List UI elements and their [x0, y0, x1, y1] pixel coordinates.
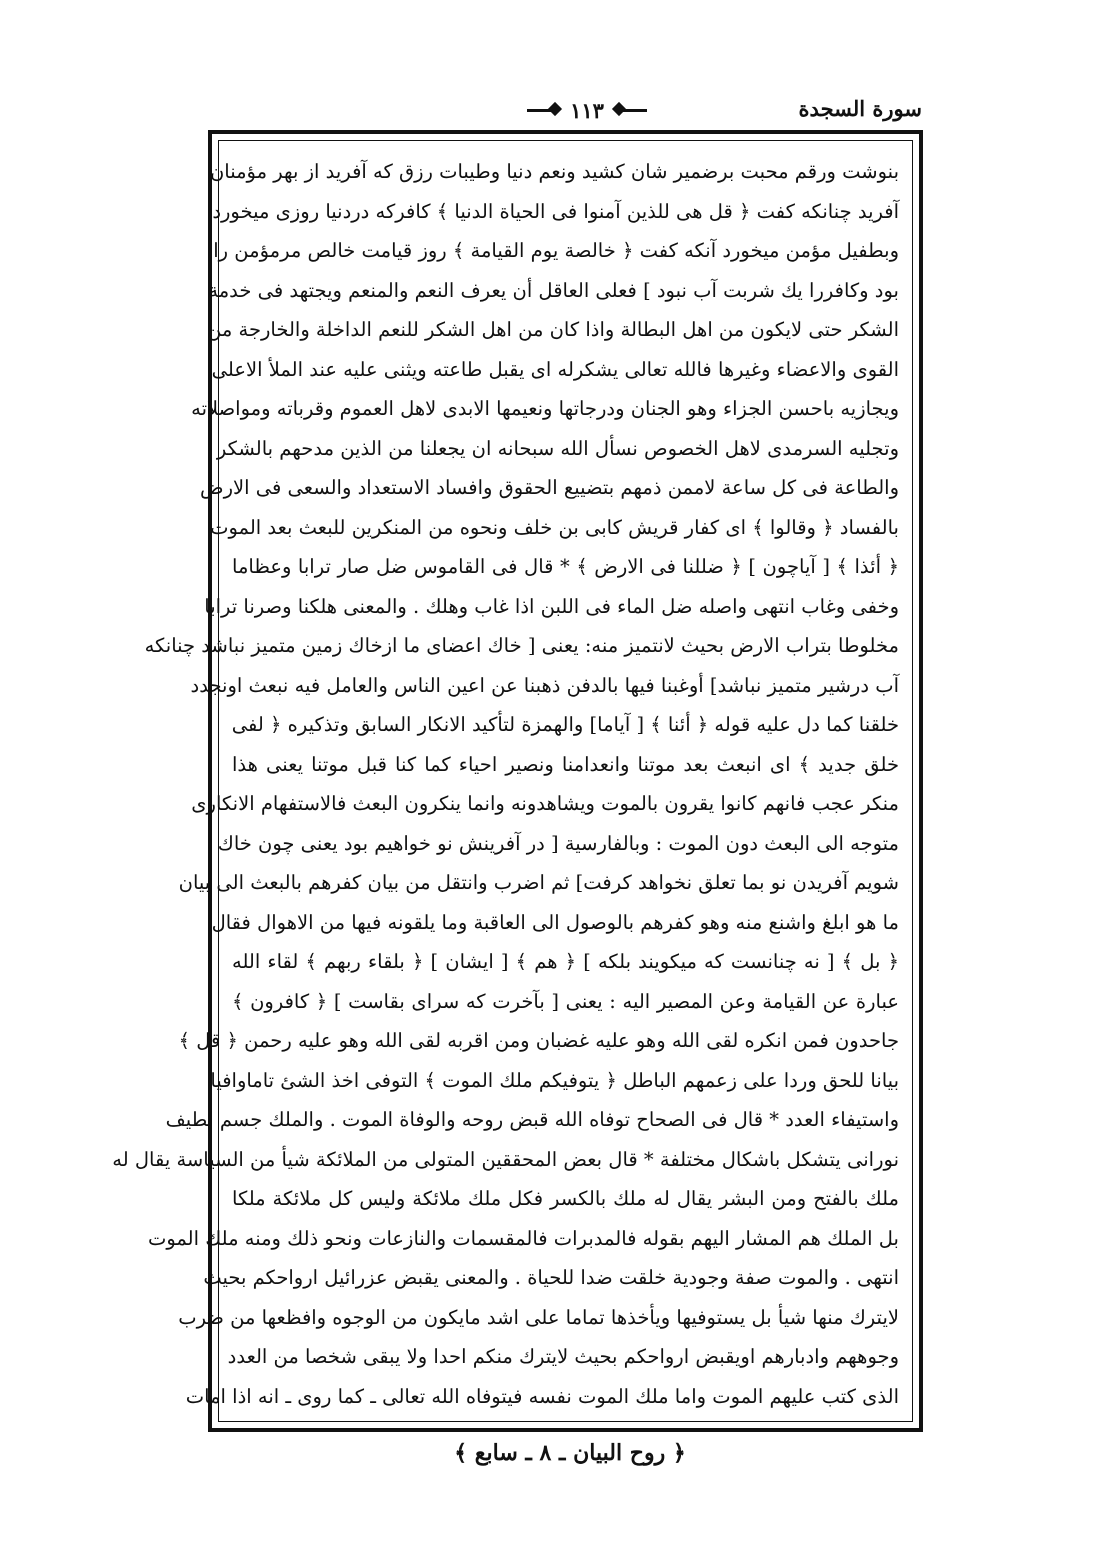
text-line: وبطفيل مؤمن ميخورد آنكه كفت ﴿ خالصة يوم القيامة ﴾ روز قيامت خالص مرمؤمن را: [213, 239, 899, 262]
text-line: انتهى . والموت صفة وجودية خلقت ضدا للحياة . والمعنى يقبض عزرائيل ارواحكم بحيث: [203, 1266, 899, 1289]
text-line: ملك بالفتح ومن البشر يقال له ملك بالكسر فكل ملك ملائكة وليس كل ملائكة ملكا: [232, 1187, 899, 1210]
text-frame: [112, 130, 923, 1432]
text-line: ويجازيه باحسن الجزاء وهو الجنان ودرجاتها ونعيمها الابدى لاهل العموم وقرباته ومواصلاته: [191, 397, 899, 420]
text-line: نورانى يتشكل باشكال مختلفة * قال بعض المحققين المتولى من الملائكة شيأ من السياسة يقال له: [112, 1147, 899, 1171]
text-line: الشكر حتى لايكون من اهل البطالة واذا كان من اهل الشكر للنعم الداخلة والخارجة من: [207, 318, 899, 341]
text-line: بنوشت ورقم محبت برضمير شان كشيد ونعم دنيا وطيبات رزق كه آفريد از بهر مؤمنان: [209, 160, 899, 183]
ornament-right-icon: [617, 109, 647, 112]
text-line: آب درشير متميز نباشد] أوغبنا فيها بالدفن ذهبنا عن اعين الناس والعامل فيه نبعث اونجدد: [190, 673, 899, 697]
text-line: بيانا للحق وردا على زعمهم الباطل ﴿ يتوفيكم ملك الموت ﴾ التوفى اخذ الشئ تاماوافيا: [210, 1068, 899, 1092]
text-line: جاحدون فمن انكره لقى الله وهو عليه غضبان ومن اقربه لقى الله وهو عليه رحمن ﴿ قل ﴾: [178, 1029, 899, 1052]
text-line: ما هو ابلغ واشنع منه وهو كفرهم بالوصول الى العاقبة وما يلقونه فيها من الاهوال فقال: [211, 910, 899, 934]
text-line: والطاعة فى كل ساعة لاممن ذمهم بتضييع الحقوق وافساد الاستعداد والسعى فى الارض: [200, 476, 899, 499]
surah-title: سورة السجدة: [798, 96, 922, 121]
page-number: ١١٣: [570, 98, 604, 123]
text-line: بل الملك هم المشار اليهم بقوله فالمدبرات فالمقسمات والنازعات ونحو ذلك ومنه ملك الموت: [147, 1226, 899, 1250]
text-line: وجوههم وادبارهم اويقبض ارواحكم بحيث لايترك منكم احدا ولا يبقى شخصا من العدد: [227, 1345, 899, 1368]
text-line: بود وكافررا يك شربت آب نبود ] فعلى العاقل أن يعرف النعم والمنعم ويجتهد فى خدمة: [208, 278, 899, 302]
text-line: عبارة عن القيامة وعن المصير اليه : يعنى [ بآخرت كه سراى بقاست ] ﴿ كافرون ﴾: [232, 989, 899, 1013]
text-line: مخلوطا بتراب الارض بحيث لانتميز منه: يعنى [ خاك اعضاى ما ازخاك زمين متميز نباشد چنانكه: [144, 634, 899, 657]
page-header: [212, 96, 922, 130]
text-line: واستيفاء العدد * قال فى الصحاح توفاه الله قبض روحه والوفاة الموت . والملك جسم لطيف: [165, 1108, 899, 1131]
text-line: القوى والاعضاء وغيرها فالله تعالى يشكرله اى يقبل طاعته ويثنى عليه عند الملأ الاعلى: [211, 357, 899, 381]
text-line: منكر عجب فانهم كانوا يقرون بالموت ويشاهدونه وانما ينكرون البعث فالاستفهام الانكارى: [191, 792, 899, 815]
footer-signature: ﴿ روح البيان ـ ٨ ـ سابع ﴾: [454, 1440, 686, 1466]
text-line: وخفى وغاب انتهى واصله ضل الماء فى اللبن اذا غاب وهلك . والمعنى هلكنا وصرنا ترابا: [204, 594, 899, 618]
text-line: لايترك منها شيأ بل يستوفيها ويأخذها تماما على اشد مايكون من الوجوه وافظعها من ضرب: [178, 1305, 899, 1329]
text-line: وتجليه السرمدى لاهل الخصوص نسأل الله سبحانه ان يجعلنا من الذين مدحهم بالشكر: [216, 436, 899, 460]
text-line: آفريد چنانكه كفت ﴿ قل هى للذين آمنوا فى الحياة الدنيا ﴾ كافركه دردنيا روزى ميخورد: [212, 199, 899, 223]
text-line: الذى كتب عليهم الموت واما ملك الموت نفسه فيتوفاه الله تعالى ـ كما روى ـ انه اذا امات: [185, 1384, 899, 1408]
text-line: ﴿ أئذا ﴾ [ آياچون ] ﴿ ضللنا فى الارض ﴾ * قال فى القاموس ضل صار ترابا وعظاما: [232, 555, 899, 578]
text-line: بالفساد ﴿ وقالوا ﴾ اى كفار قريش كابى بن خلف ونحوه من المنكرين للبعث بعد الموت: [210, 515, 899, 539]
text-line: شويم آفريدن نو بما تعلق نخواهد كرفت] ثم اضرب وانتقل من بيان كفرهم بالبعث الى بيان: [178, 871, 899, 894]
text-line: خلق جديد ﴾ اى انبعث بعد موتنا وانعدامنا ونصير احياء كما كنا قبل موتنا يعنى هذا: [232, 752, 899, 776]
ornament-left-icon: [527, 109, 557, 112]
text-line: متوجه الى البعث دون الموت : وبالفارسية [ در آفرينش نو خواهيم بود يعنى چون خاك: [217, 831, 899, 855]
text-line: ﴿ بل ﴾ [ نه چنانست كه ميكويند بلكه ] ﴿ هم ﴾ [ ايشان ] ﴿ بلقاء ربهم ﴾ لقاء الله: [232, 950, 899, 973]
page-number-block: [512, 96, 662, 123]
text-body: [112, 152, 899, 1416]
text-line: خلقنا كما دل عليه قوله ﴿ أئنا ﴾ [ آياما] والهمزة لتأكيد الانكار السابق وتذكيره ﴿ لفى: [231, 713, 899, 736]
